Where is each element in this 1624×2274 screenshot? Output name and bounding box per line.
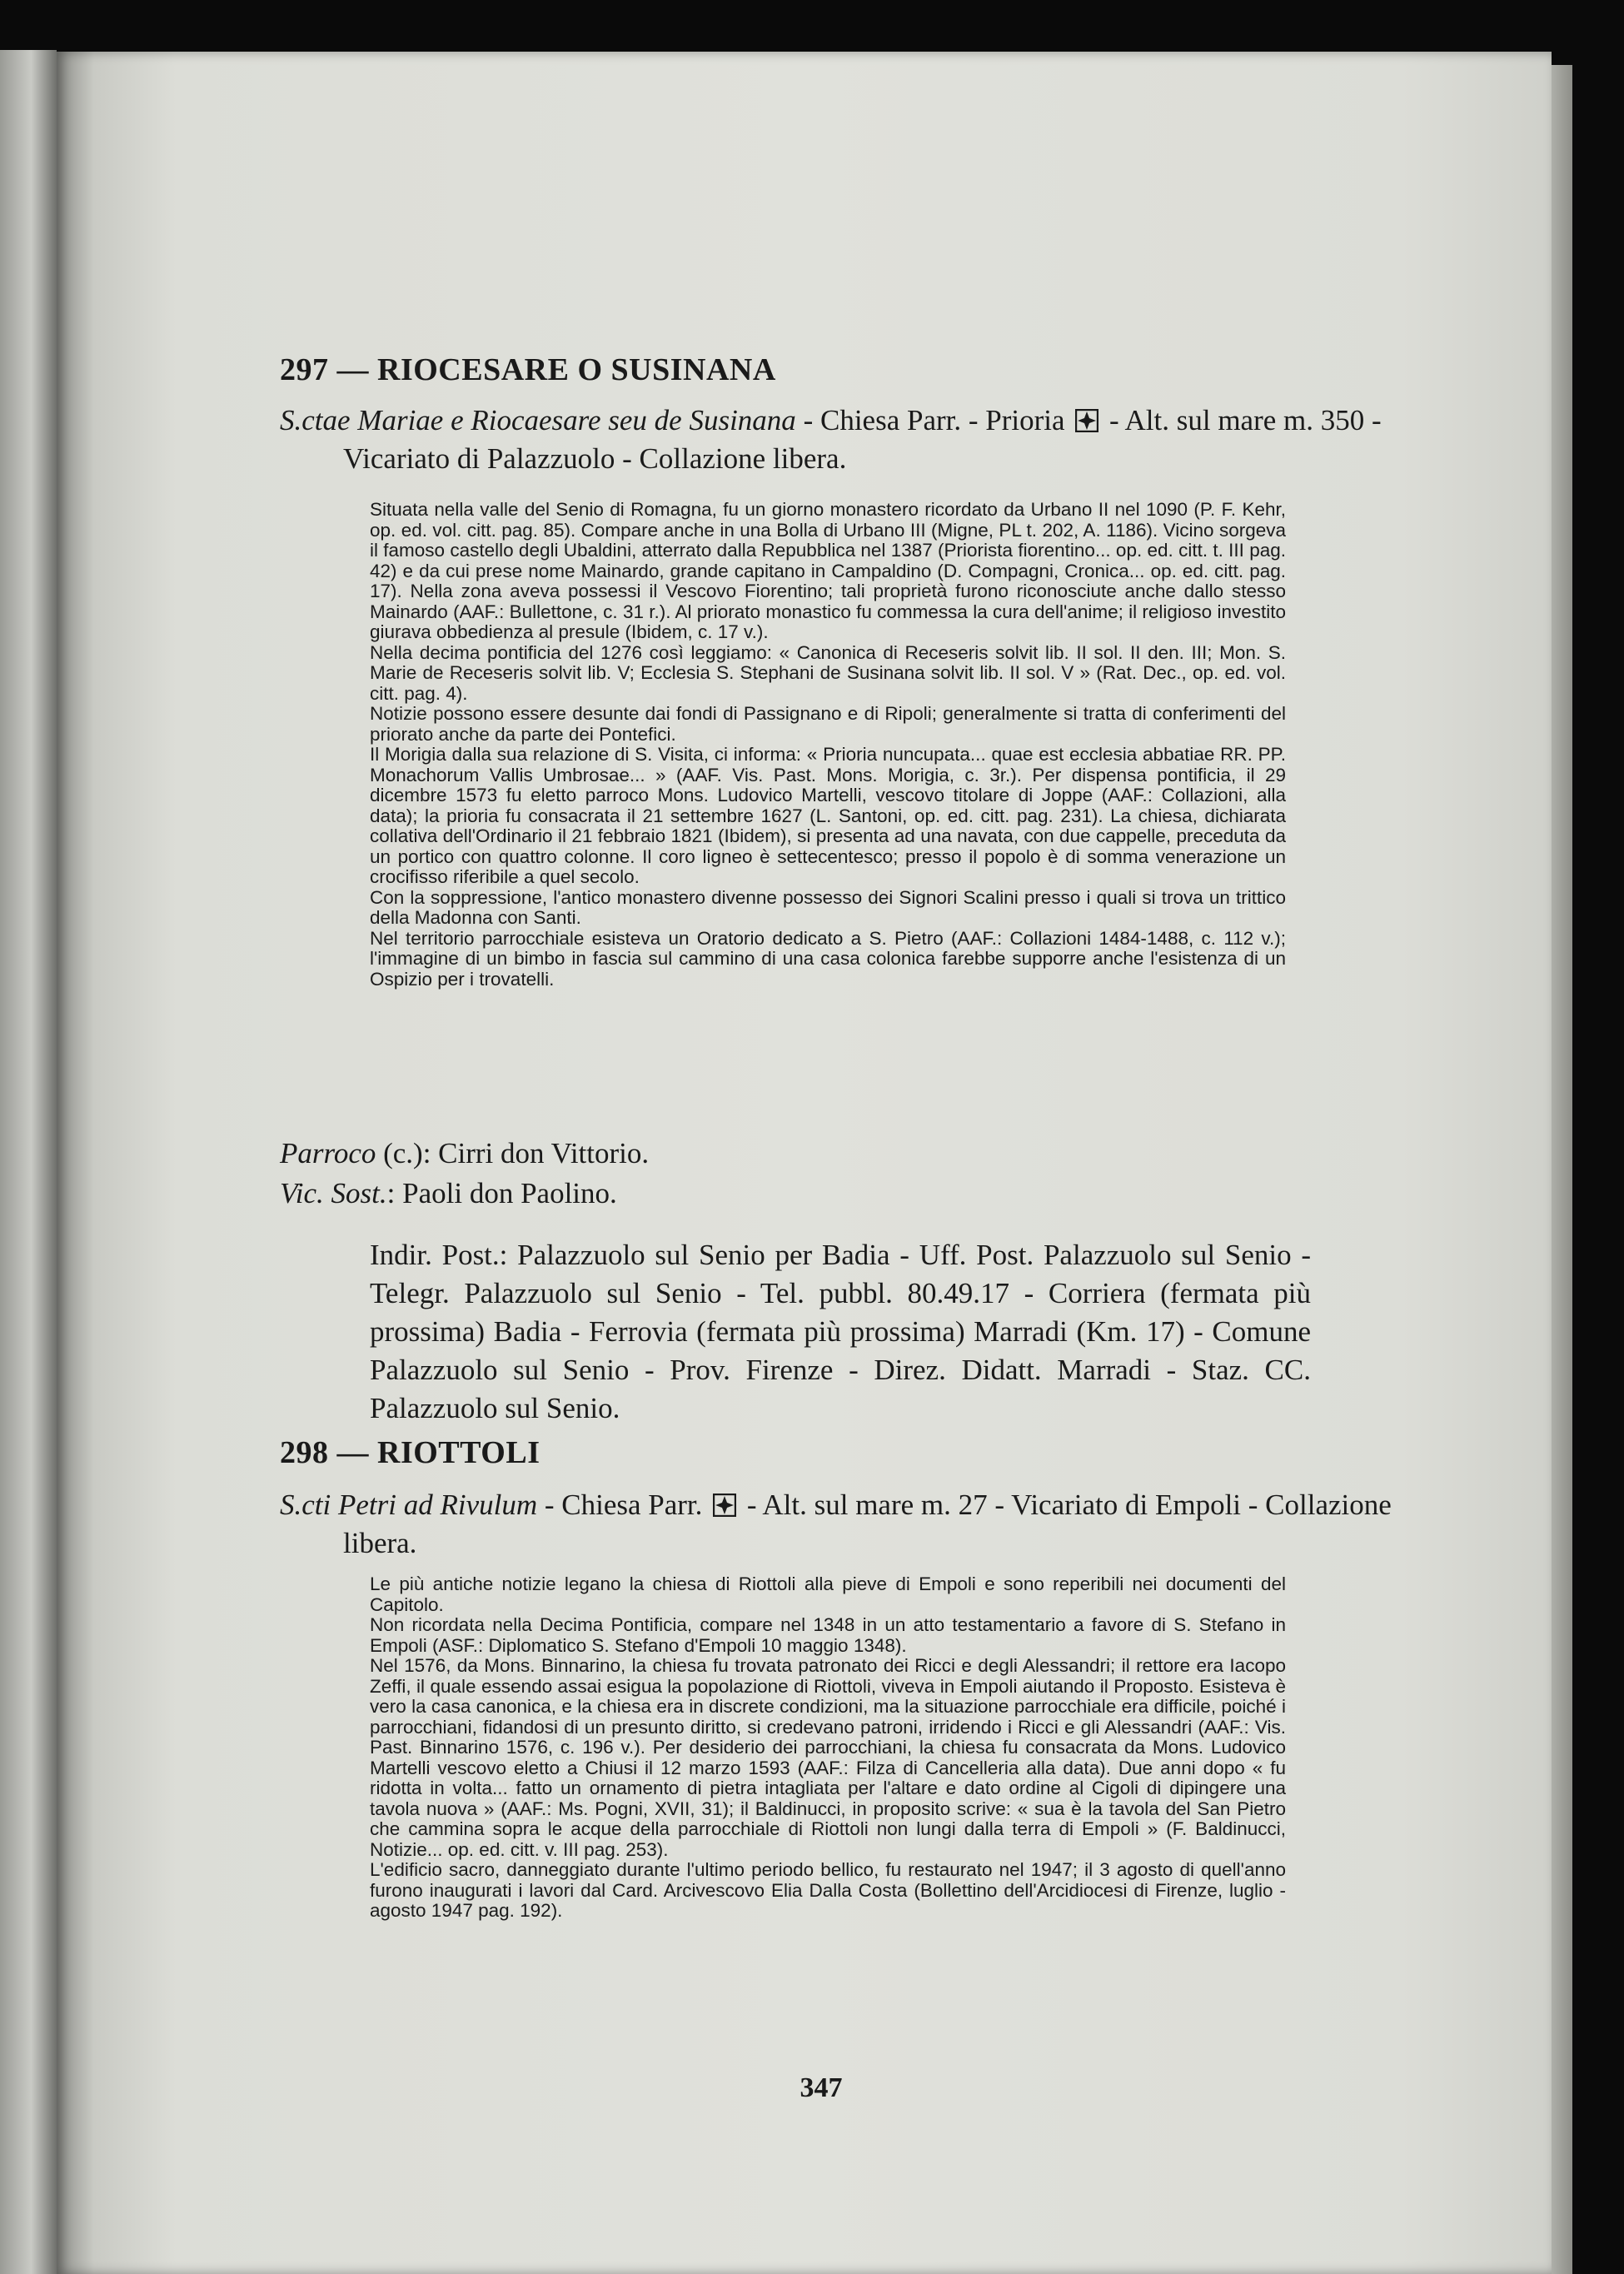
history-paragraph: Non ricordata nella Decima Pontificia, compare nel 1348 in un atto testamentario a favore di S. Stefano in Empoli (ASF.: Diplomatico S. Stefano d'Empoli 10 maggio 1348). [370, 1614, 1286, 1656]
dedication-text: - Chiesa Parr. - Prioria [795, 404, 1065, 436]
section-297-dedication [280, 401, 1426, 478]
history-paragraph: Le più antiche notizie legano la chiesa di Riottoli alla pieve di Empoli e sono reperibili nei documenti del Capitolo. [370, 1573, 1286, 1615]
section-297-title: 297 — RIOCESARE O SUSINANA [280, 352, 776, 387]
postal-address: Indir. Post.: Palazzuolo sul Senio per Badia - Uff. Post. Palazzuolo sul Senio - Telegr. Palazzuolo sul Senio - Tel. pubbl. 80.49.17 - Corriera (fermata più prossima) Badia - Ferrovia (fermata più prossima) Marradi (Km. 17) - Comune Palazzuolo sul Senio - Prov. Firenze - Direz. Didatt. Marradi - Staz. CC. Palazzuolo sul Senio. [370, 1239, 1311, 1424]
dedication-latin: S.ctae Mariae e Riocaesare seu de Susinana [280, 404, 796, 436]
section-298-history [370, 1574, 1286, 1922]
section-298-title: 298 — RIOTTOLI [280, 1435, 541, 1470]
history-paragraph: Nel territorio parrocchiale esisteva un Oratorio dedicato a S. Pietro (AAF.: Collazioni 1484-1488, c. 112 v.); l'immagine di un bimbo in fascia sul cammino di una casa colonica farebbe supporre anche l'esistenza di un Ospizio per i trovatelli. [370, 927, 1286, 990]
dedication-latin: S.cti Petri ad Rivulum [280, 1489, 538, 1521]
dedication-text-after: - Alt. sul mare m. 27 - Vicariato di Empoli - Collazione libera. [343, 1489, 1392, 1559]
dedication-text-after: - Alt. sul mare m. 350 - Vicariato di Palazzuolo - Collazione libera. [343, 404, 1382, 475]
section-297-history [370, 500, 1286, 990]
maltese-cross-icon [1075, 409, 1098, 432]
history-paragraph: Nel 1576, da Mons. Binnarino, la chiesa fu trovata patronato dei Ricci e degli Alessandri; il rettore era Iacopo Zeffi, il quale essendo assai esigua la popolazione di Riottoli, viveva in Empoli aiutando il Proposto. Esisteva è vero la casa canonica, e la chiesa era in discrete condizioni, ma la situazione parrocchiale era difficile, poiché i parrocchiani, fidandosi di un presunto diritto, si credevano patroni, irridendo i Ricci e gli Alessandri (AAF.: Vis. Past. Binnarino 1576, c. 196 v.). Per desiderio dei parrocchiani, la chiesa fu consacrata da Mons. Ludovico Martelli vescovo eletto a Chiusi il 12 marzo 1593 (AAF.: Filza di Cancelleria alla data). Due anni dopo « fu ridotta in volta... fatto un ornamento di pietra intagliata per l'altare e dato ordine al Cigoli di dipingere una tavola nuova » (AAF.: Ms. Pogni, XVII, 31); il Baldinucci, in proposito scrive: « sua è la tavola del San Pietro che cammina sopra le acque della parrocchiale di Riottoli non lungi dalla terra di Empoli » (F. Baldinucci, Notizie... op. ed. citt. v. III pag. 253). [370, 1655, 1286, 1860]
adjacent-page-edge [0, 50, 57, 2274]
vic-sost-value: : Paoli don Paolino. [386, 1177, 617, 1209]
parroco-line [280, 1135, 649, 1173]
history-paragraph: Situata nella valle del Senio di Romagna, fu un giorno monastero ricordato da Urbano II nel 1090 (P. F. Kehr, op. ed. vol. citt. pag. 85). Compare anche in una Bolla di Urbano III (Migne, PL t. 202, A. 1186). Vicino sorgeva il famoso castello degli Ubaldini, atterrato dalla Repubblica nel 1387 (Priorista fiorentino... op. ed. citt. t. III pag. 42) e da cui prese nome Mainardo, grande capitano in Campaldino (D. Compagni, Cronica... op. ed. citt. pag. 17). Nella zona aveva possessi il Vescovo Fiorentino; tali proprietà furono riconosciute anche dallo stesso Mainardo (AAF.: Bullettone, c. 31 r.). Al priorato monastico fu commessa la cura dell'anime; il religioso investito giurava obbedienza al presule (Ibidem, c. 17 v.). [370, 499, 1286, 642]
dedication-text: - Chiesa Parr. [537, 1489, 703, 1521]
section-298-dedication [280, 1486, 1426, 1563]
parroco-value: (c.): Cirri don Vittorio. [376, 1137, 650, 1169]
page-number: 347 [800, 2072, 843, 2103]
maltese-cross-icon [713, 1494, 736, 1517]
history-paragraph: Notizie possono essere desunte dai fondi di Passignano e di Ripoli; generalmente si tratta di conferimenti del priorato anche da parte dei Pontefici. [370, 703, 1286, 745]
vic-sost-label: Vic. Sost. [280, 1177, 387, 1209]
parroco-label: Parroco [280, 1137, 376, 1169]
vic-sost-line [280, 1174, 617, 1213]
book-page [57, 52, 1552, 2274]
history-paragraph: Con la soppressione, l'antico monastero divenne possesso dei Signori Scalini presso i quali si trova un trittico della Madonna con Santi. [370, 886, 1286, 928]
history-paragraph: Il Morigia dalla sua relazione di S. Visita, ci informa: « Prioria nuncupata... quae est ecclesia abbatiae RR. PP. Monachorum Vallis Umbrosae... » (AAF. Vis. Past. Mons. Morigia, c. 3r.). Per dispensa pontificia, il 29 dicembre 1573 fu eletto parroco Mons. Ludovico Martelli, vescovo titolare di Joppe (AAF.: Collazioni, alla data); la prioria fu consacrata il 21 settembre 1627 (L. Santoni, op. ed. citt. pag. 231). La chiesa, dichiarata collativa dell'Ordinario il 21 febbraio 1821 (Ibidem), si presenta ad una navata, con due cappelle, preceduta da un portico con quattro colonne. Il coro ligneo è settecentesco; presso il popolo è di somma venerazione un crocifisso riferibile a quel secolo. [370, 744, 1286, 887]
history-paragraph: Nella decima pontificia del 1276 così leggiamo: « Canonica di Receseris solvit lib. II sol. II den. III; Mon. S. Marie de Receseris solvit lib. V; Ecclesia S. Stephani de Susinana solvit lib. II sol. V » (Rat. Dec., op. ed. vol. citt. pag. 4). [370, 641, 1286, 704]
history-paragraph: L'edificio sacro, danneggiato durante l'ultimo periodo bellico, fu restaurato nel 1947; il 3 agosto di quell'anno furono inaugurati i lavori dal Card. Arcivescovo Elia Dalla Costa (Bollettino dell'Arcidiocesi di Firenze, luglio - agosto 1947 pag. 192). [370, 1859, 1286, 1921]
